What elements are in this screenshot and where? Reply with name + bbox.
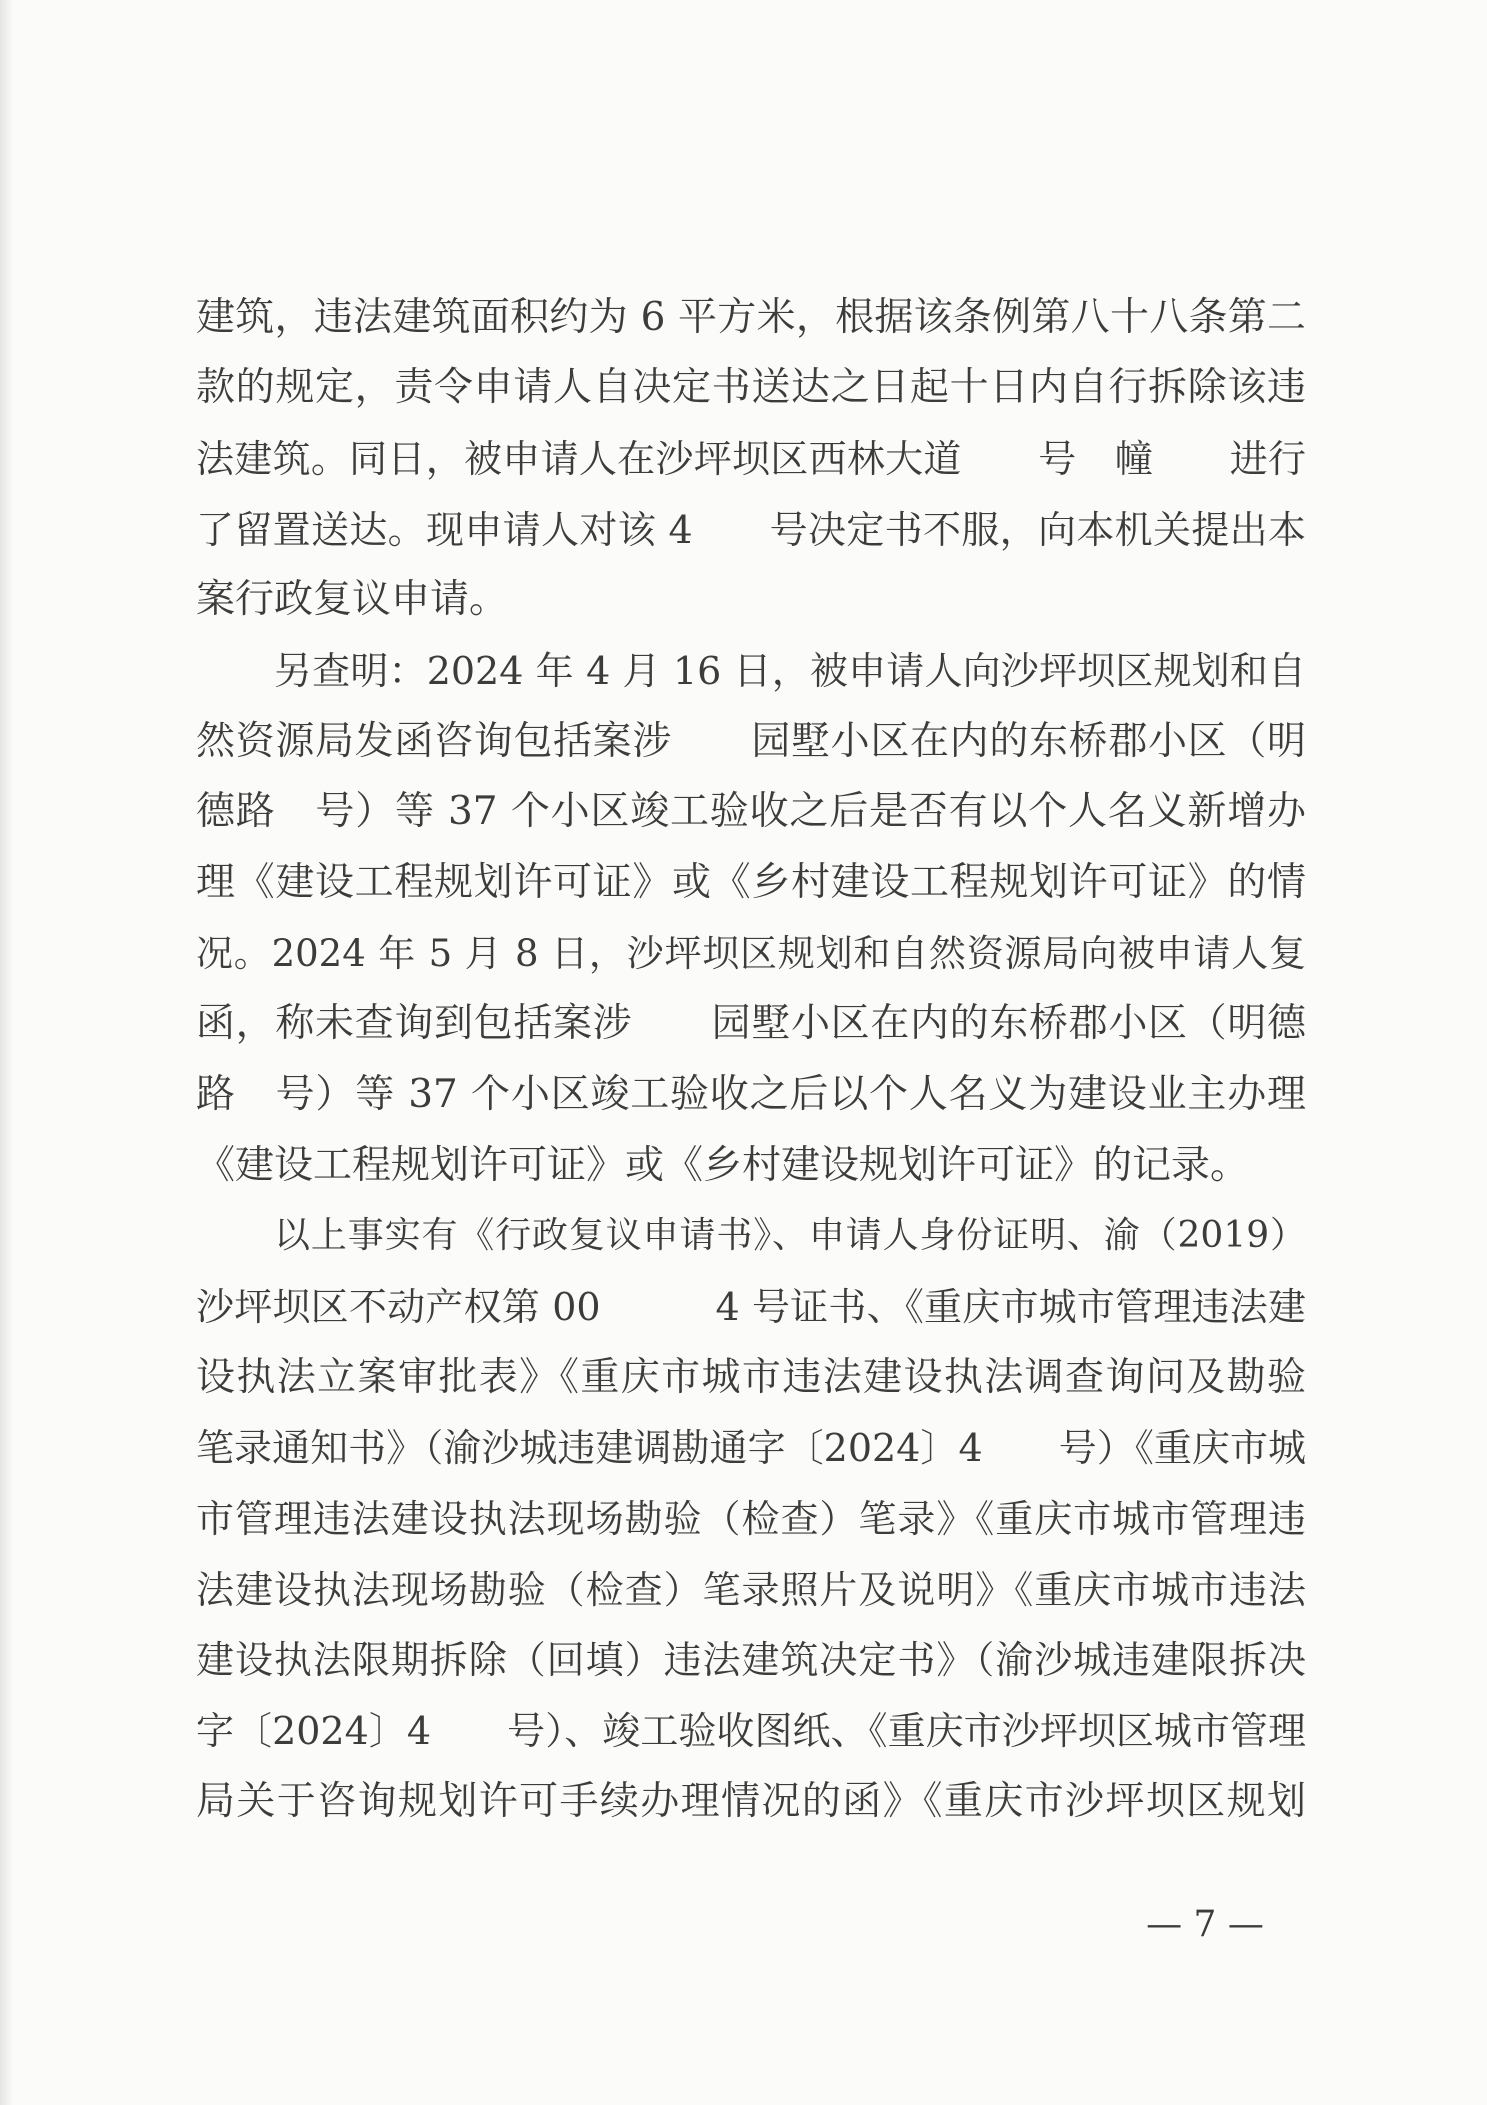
text-line: 况。2024 年 5 月 8 日，沙坪坝区规划和自然资源局向被申请人复 (196, 932, 1306, 975)
text-line: 款的规定，责令申请人自决定书送达之日起十日内自行拆除该违 (196, 365, 1306, 410)
page-number: — 7 — (1146, 1904, 1264, 1945)
text-line: 以上事实有《行政复议申请书》、申请人身份证明、渝（2019） (274, 1215, 1306, 1256)
text-line: 《建设工程规划许可证》或《乡村建设规划许可证》的记录。 (196, 1143, 1250, 1188)
text-line: 了留置送达。现申请人对该 4 号决定书不服，向本机关提出本 (196, 508, 1306, 552)
text-line: 法建筑。同日，被申请人在沙坪坝区西林大道 号 幢 进行 (196, 437, 1306, 481)
text-line: 案行政复议申请。 (196, 577, 509, 622)
text-line: 德路 号）等 37 个小区竣工验收之后是否有以个人名义新增办 (196, 789, 1306, 834)
text-line: 函，称未查询到包括案涉 园墅小区在内的东桥郡小区（明德 (196, 1001, 1306, 1046)
text-line: 设执法立案审批表》《重庆市城市违法建设执法调查询问及勘验 (196, 1355, 1306, 1400)
text-line: 局关于咨询规划许可手续办理情况的函》《重庆市沙坪坝区规划 (196, 1779, 1306, 1824)
text-line: 另查明：2024 年 4 月 16 日，被申请人向沙坪坝区规划和自 (274, 649, 1306, 693)
text-line: 市管理违法建设执法现场勘验（检查）笔录》《重庆市城市管理违 (196, 1497, 1306, 1541)
text-line: 建筑，违法建筑面积约为 6 平方米，根据该条例第八十八条第二 (196, 295, 1306, 340)
text-line: 字〔2024〕4 号）、竣工验收图纸、《重庆市沙坪坝区城市管理 (196, 1709, 1306, 1753)
text-line: 建设执法限期拆除（回填）违法建筑决定书》（渝沙城违建限拆决 (196, 1638, 1306, 1682)
text-line: 然资源局发函咨询包括案涉 园墅小区在内的东桥郡小区（明 (196, 719, 1306, 764)
text-line: 沙坪坝区不动产权第 00 4 号证书、《重庆市城市管理违法建 (196, 1285, 1306, 1329)
text-line: 法建设执法现场勘验（检查）笔录照片及说明》《重庆市城市违法 (196, 1568, 1306, 1612)
text-line: 笔录通知书》（渝沙城违建调勘通字〔2024〕4 号）《重庆市城 (196, 1426, 1306, 1470)
text-line: 理《建设工程规划许可证》或《乡村建设工程规划许可证》的情 (196, 860, 1306, 905)
text-line: 路 号）等 37 个小区竣工验收之后以个人名义为建设业主办理 (196, 1072, 1306, 1117)
